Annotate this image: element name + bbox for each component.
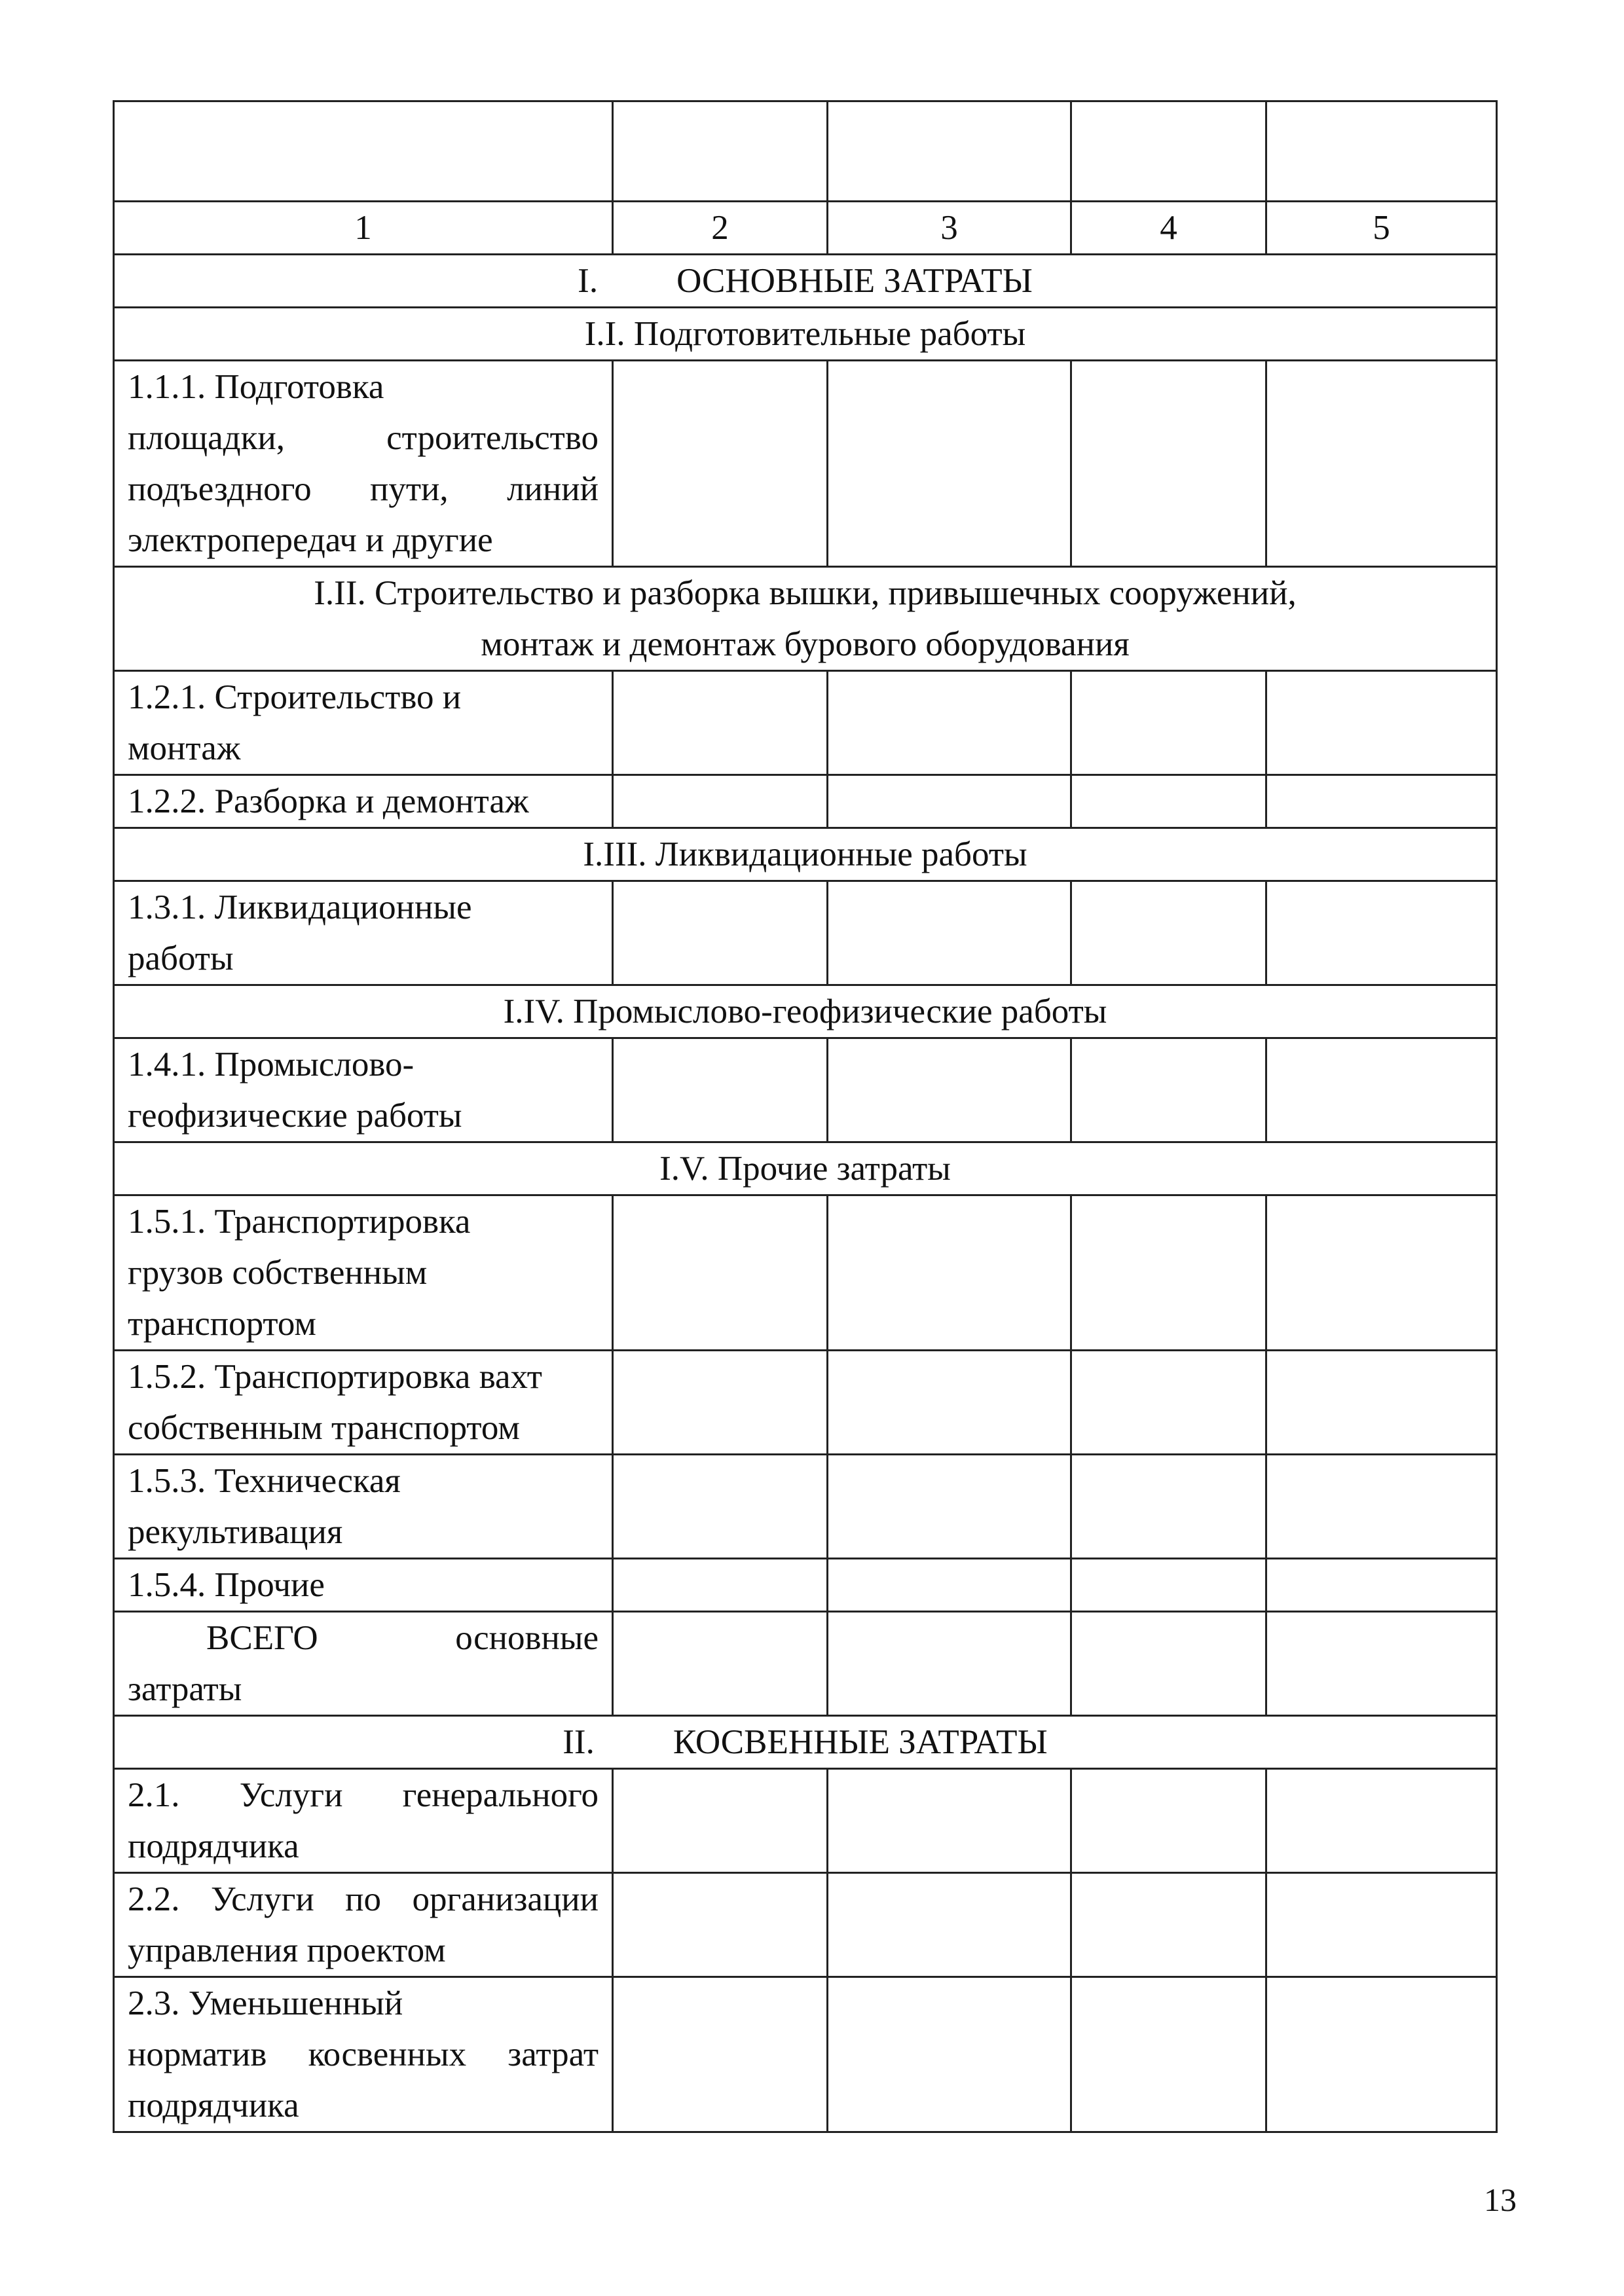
section-title-cell xyxy=(114,255,1497,308)
header-blank-row xyxy=(114,101,1497,202)
header-cell xyxy=(828,101,1071,202)
section-title: ОСНОВНЫЕ ЗАТРАТЫ xyxy=(676,262,1033,300)
column-number-5: 5 xyxy=(1266,202,1497,255)
subsection-row xyxy=(114,567,1497,671)
value-cell xyxy=(1266,881,1497,985)
value-cell xyxy=(828,1769,1071,1873)
row-label: 1.3.1. Ликвидационные работы xyxy=(114,881,613,985)
cost-table xyxy=(113,100,1498,2133)
row-label: 1.5.2. Транспортировка вахт собственным транспортом xyxy=(114,1351,613,1455)
section-title-cell xyxy=(114,1716,1497,1769)
value-cell xyxy=(1071,881,1266,985)
value-cell xyxy=(613,1769,828,1873)
subsection-row xyxy=(114,985,1497,1038)
value-cell xyxy=(1266,1977,1497,2132)
value-cell xyxy=(1266,1351,1497,1455)
value-cell xyxy=(828,671,1071,775)
table-row xyxy=(114,1559,1497,1612)
value-cell xyxy=(1266,1038,1497,1142)
row-label: 1.2.2. Разборка и демонтаж xyxy=(114,775,613,828)
section-row-indirect-costs xyxy=(114,1716,1497,1769)
value-cell xyxy=(828,1559,1071,1612)
header-cell xyxy=(1071,101,1266,202)
value-cell xyxy=(1071,1559,1266,1612)
table-row xyxy=(114,775,1497,828)
value-cell xyxy=(613,1351,828,1455)
column-number-row xyxy=(114,202,1497,255)
value-cell xyxy=(828,1873,1071,1977)
section-roman-numeral: I. xyxy=(578,262,599,300)
value-cell xyxy=(1266,671,1497,775)
subsection-title: I.IV. Промыслово-геофизические работы xyxy=(114,985,1497,1038)
table-row xyxy=(114,671,1497,775)
section-row-main-costs xyxy=(114,255,1497,308)
value-cell xyxy=(1071,671,1266,775)
row-label: 1.5.1. Транспортировка грузов собственным транспортом xyxy=(114,1195,613,1351)
value-cell xyxy=(828,775,1071,828)
header-cell xyxy=(1266,101,1497,202)
value-cell xyxy=(828,1038,1071,1142)
value-cell xyxy=(1266,361,1497,567)
subsection-title: I.V. Прочие затраты xyxy=(114,1142,1497,1195)
value-cell xyxy=(1266,1559,1497,1612)
total-row xyxy=(114,1612,1497,1716)
table-row xyxy=(114,1769,1497,1873)
table-row xyxy=(114,1977,1497,2132)
column-number-3: 3 xyxy=(828,202,1071,255)
row-label: 1.4.1. Промыслово- геофизические работы xyxy=(114,1038,613,1142)
row-label: 1.1.1. Подготовка площадки, строительство подъездного пути, линий электропередач и другие xyxy=(114,361,613,567)
value-cell xyxy=(1071,1977,1266,2132)
value-cell xyxy=(1071,1195,1266,1351)
value-cell xyxy=(828,1977,1071,2132)
value-cell xyxy=(613,1559,828,1612)
subsection-row xyxy=(114,308,1497,361)
value-cell xyxy=(828,1612,1071,1716)
value-cell xyxy=(613,1873,828,1977)
value-cell xyxy=(613,775,828,828)
subsection-title: I.I. Подготовительные работы xyxy=(114,308,1497,361)
subsection-title: I.III. Ликвидационные работы xyxy=(114,828,1497,881)
value-cell xyxy=(1071,1038,1266,1142)
value-cell xyxy=(828,1351,1071,1455)
value-cell xyxy=(828,361,1071,567)
value-cell xyxy=(613,1455,828,1559)
column-number-2: 2 xyxy=(613,202,828,255)
value-cell xyxy=(1266,1195,1497,1351)
table-row xyxy=(114,1038,1497,1142)
value-cell xyxy=(1266,1612,1497,1716)
value-cell xyxy=(1071,1455,1266,1559)
value-cell xyxy=(828,881,1071,985)
value-cell xyxy=(1071,1873,1266,1977)
row-label: 2.3. Уменьшенный норматив косвенных затрат подрядчика xyxy=(114,1977,613,2132)
value-cell xyxy=(1071,361,1266,567)
table-row xyxy=(114,1351,1497,1455)
value-cell xyxy=(1266,1873,1497,1977)
value-cell xyxy=(828,1455,1071,1559)
row-label: 1.2.1. Строительство и монтаж xyxy=(114,671,613,775)
value-cell xyxy=(1071,775,1266,828)
table-row xyxy=(114,1455,1497,1559)
value-cell xyxy=(613,1195,828,1351)
row-label: 2.1. Услуги генерального подрядчика xyxy=(114,1769,613,1873)
table-row xyxy=(114,361,1497,567)
subsection-row xyxy=(114,828,1497,881)
page-number: 13 xyxy=(1484,2181,1517,2218)
header-cell xyxy=(114,101,613,202)
section-roman-numeral: II. xyxy=(563,1723,595,1761)
value-cell xyxy=(1266,1455,1497,1559)
total-label: ВСЕГО основные затраты xyxy=(114,1612,613,1716)
subsection-title: I.II. Строительство и разборка вышки, привышечных сооружений, монтаж и демонтаж бурового оборудования xyxy=(114,567,1497,671)
value-cell xyxy=(1071,1351,1266,1455)
section-title: КОСВЕННЫЕ ЗАТРАТЫ xyxy=(673,1723,1048,1761)
value-cell xyxy=(1266,775,1497,828)
value-cell xyxy=(613,1977,828,2132)
table-row xyxy=(114,1195,1497,1351)
value-cell xyxy=(828,1195,1071,1351)
row-label: 2.2. Услуги по организации управления проектом xyxy=(114,1873,613,1977)
value-cell xyxy=(1071,1612,1266,1716)
row-label: 1.5.4. Прочие xyxy=(114,1559,613,1612)
value-cell xyxy=(613,671,828,775)
value-cell xyxy=(613,1612,828,1716)
value-cell xyxy=(613,881,828,985)
table-row xyxy=(114,881,1497,985)
value-cell xyxy=(613,1038,828,1142)
value-cell xyxy=(613,361,828,567)
value-cell xyxy=(1266,1769,1497,1873)
header-cell xyxy=(613,101,828,202)
column-number-4: 4 xyxy=(1071,202,1266,255)
table-row xyxy=(114,1873,1497,1977)
value-cell xyxy=(1071,1769,1266,1873)
row-label: 1.5.3. Техническая рекультивация xyxy=(114,1455,613,1559)
column-number-1: 1 xyxy=(114,202,613,255)
subsection-row xyxy=(114,1142,1497,1195)
